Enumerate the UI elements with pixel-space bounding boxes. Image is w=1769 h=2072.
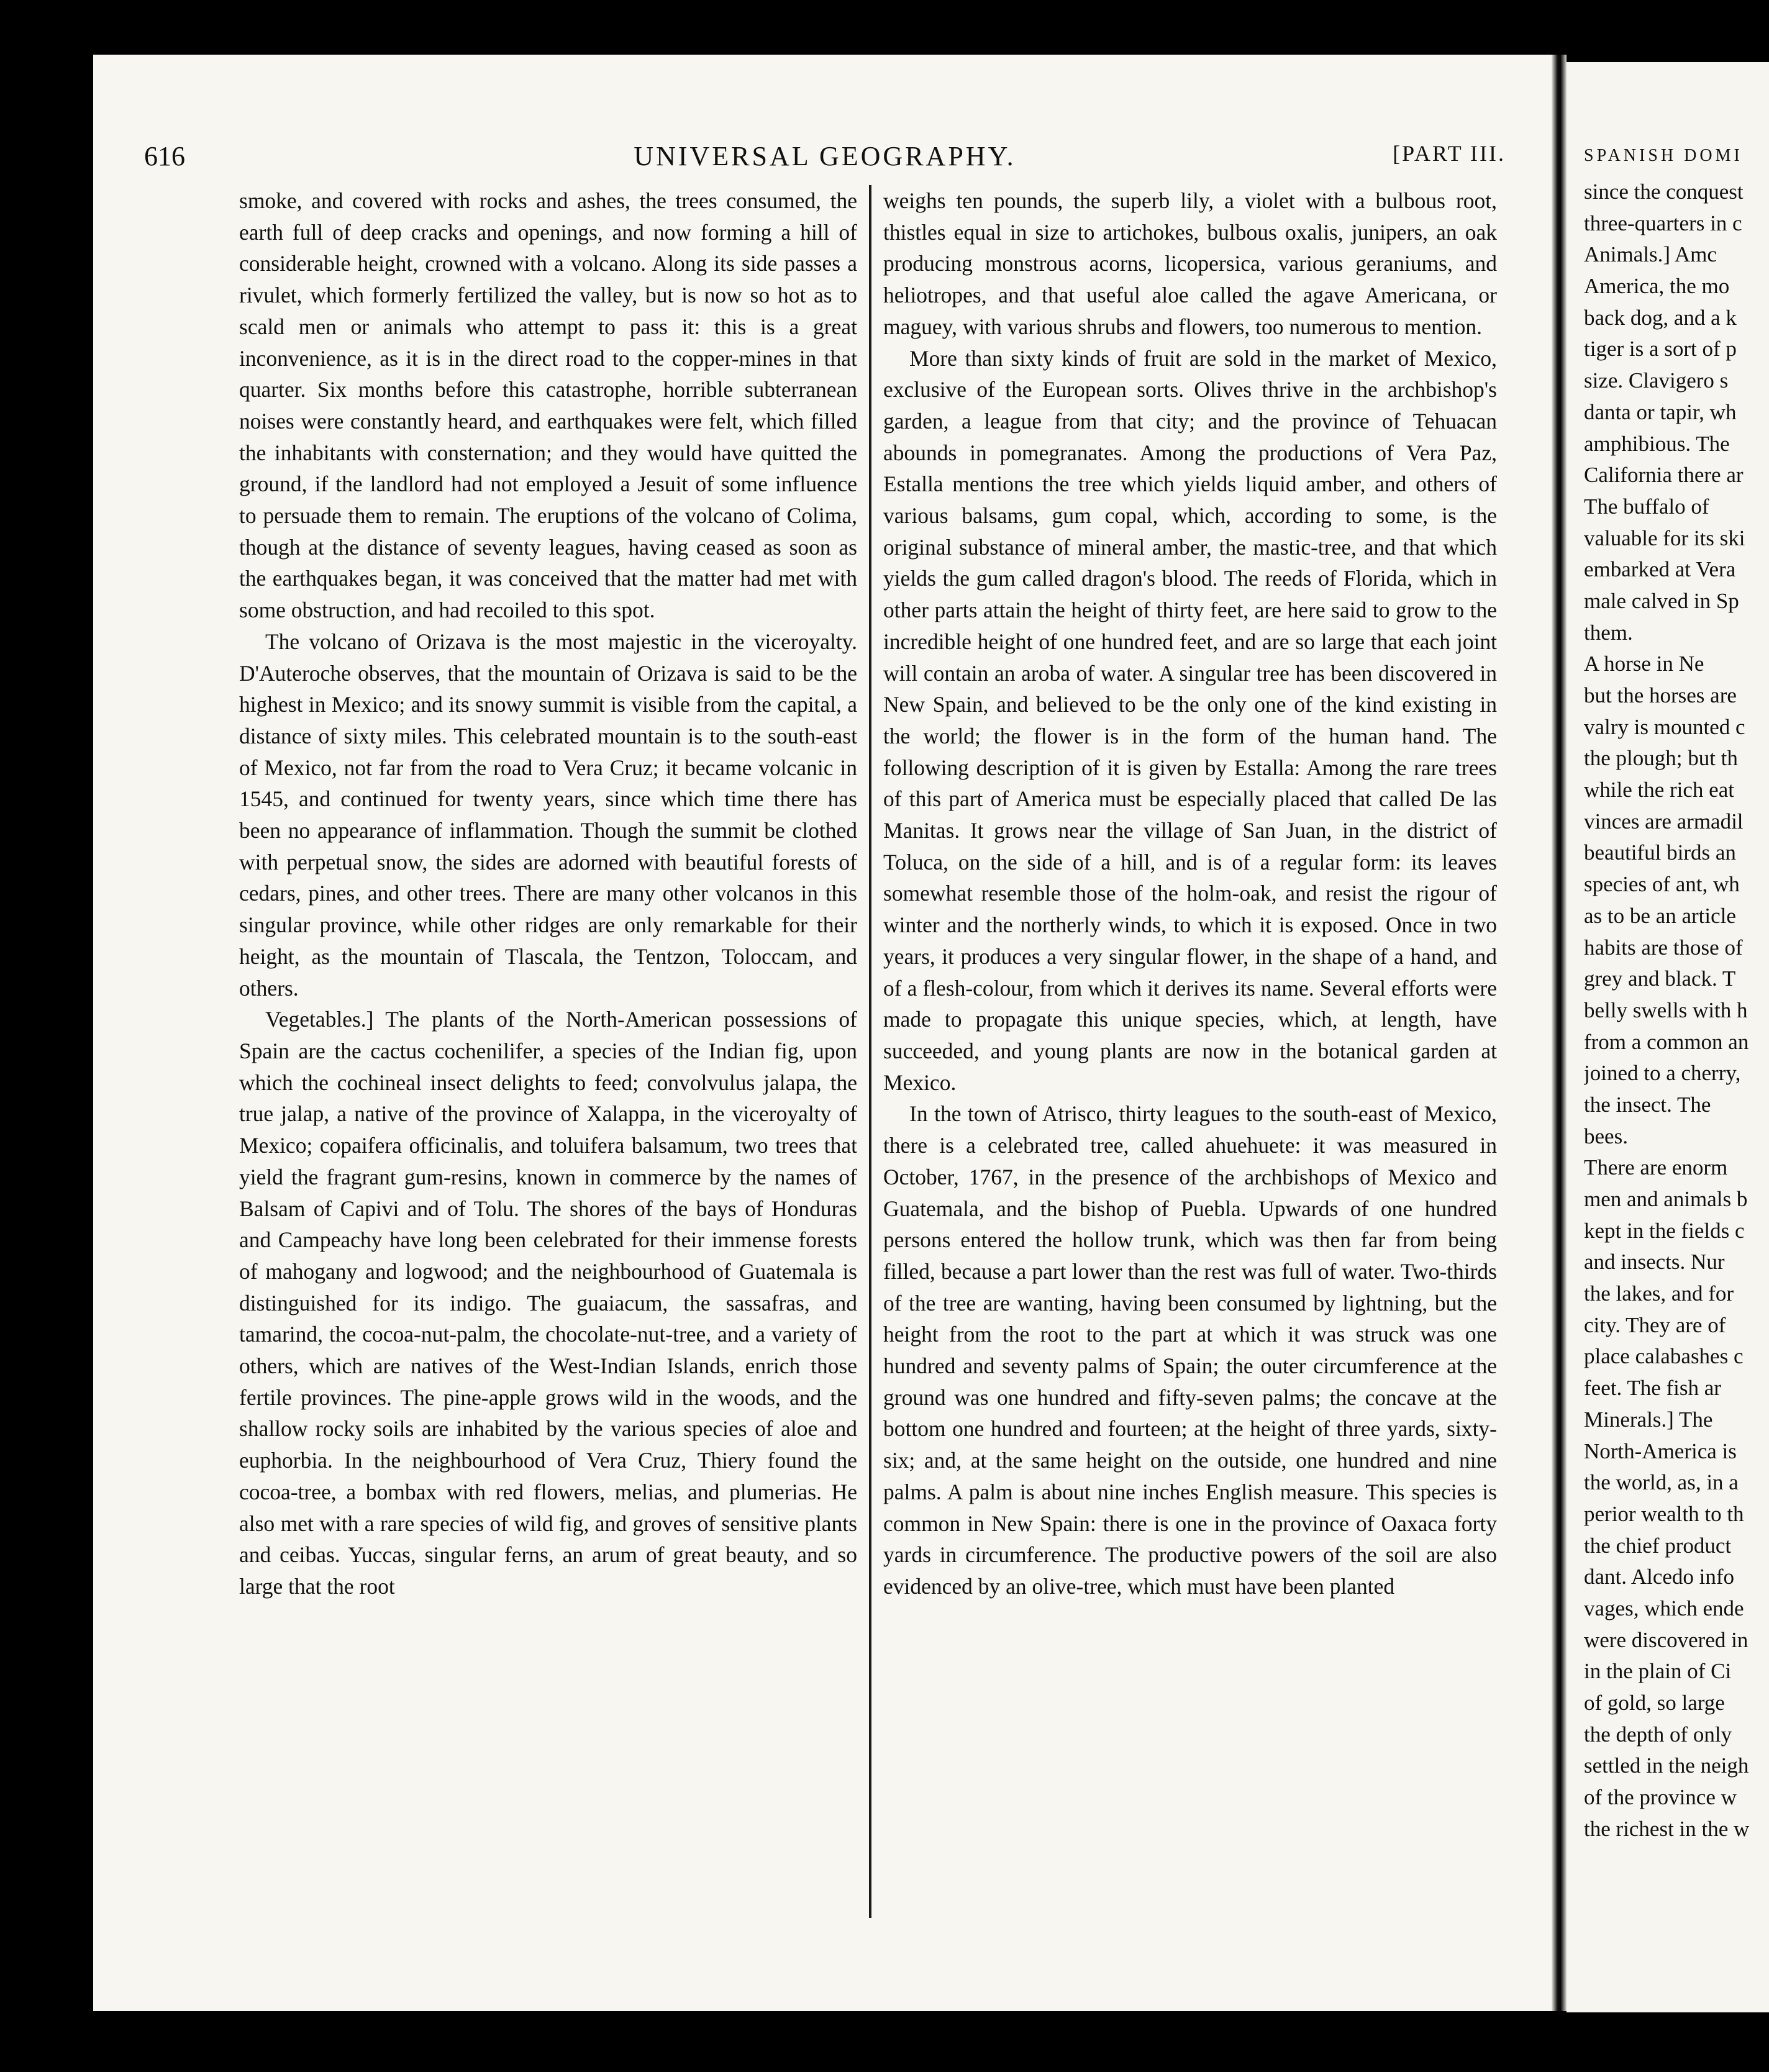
text-line: as to be an article xyxy=(1584,903,1736,928)
text-line: since the conquest xyxy=(1584,179,1744,204)
text-line: but the horses are xyxy=(1584,683,1737,707)
text-line: tiger is a sort of p xyxy=(1584,337,1737,361)
text-line: the chief product xyxy=(1584,1533,1732,1558)
text-line: size. Clavigero s xyxy=(1584,368,1729,393)
text-line: grey and black. T xyxy=(1584,966,1736,991)
text-line: species of ant, wh xyxy=(1584,872,1740,897)
middle-text-column xyxy=(883,185,1497,1602)
text-line: amphibious. The xyxy=(1584,431,1730,456)
right-page-text-column xyxy=(1584,140,1769,1845)
text-line: male calved in Sp xyxy=(1584,588,1739,613)
text-line: vages, which ende xyxy=(1584,1596,1744,1620)
text-line: habits are those of xyxy=(1584,935,1743,960)
paragraph: smoke, and covered with rocks and ashes, the trees consumed, the earth full of deep cracks and openings, and now forming a hill of considerable height, crowned with a volcano. Along its side passes a rivulet, which formerly fertilized the valley, but is now so hot as to scald men or animals who attempt to pass it: this is a great inconvenience, as it is in the direct road to the copper-mines in that quarter. Six months before this catastrophe, horrible subterranean noises were constantly heard, and earthquakes were felt, which filled the inhabitants with consternation; and they would have quitted the ground, if the landlord had not employed a Jesuit of some influence to persuade them to remain. The eruptions of the volcano of Colima, though at the distance of seventy leagues, having ceased as soon as the earthquakes began, it was conceived that the matter had met with some obstruction, and had recoiled to this spot. xyxy=(239,188,857,623)
text-line: from a common an xyxy=(1584,1029,1749,1054)
text-line: A horse in Ne xyxy=(1584,652,1704,676)
text-line: valry is mounted c xyxy=(1584,714,1745,739)
text-line: of gold, so large xyxy=(1584,1691,1725,1715)
text-line: valuable for its ski xyxy=(1584,525,1745,550)
text-line: Minerals.] The xyxy=(1584,1407,1713,1432)
text-line: in the plain of Ci xyxy=(1584,1659,1732,1684)
text-line: the richest in the w xyxy=(1584,1816,1750,1841)
text-line: the plough; but th xyxy=(1584,746,1738,771)
paragraph: More than sixty kinds of fruit are sold in the market of Mexico, exclusive of the European sorts. Olives thrive in the archbishop's garden, a league from that city; and the province of Tehuacan abounds in pomegranates. Among the productions of Vera Paz, Estalla mentions the tree which yields liquid amber, and others of various balsams, gum copal, which, according to some, is the original substance of mineral amber, the mastic-tree, and that which yields the gum called dragon's blood. The reeds of Florida, which in other parts attain the height of thirty feet, are here said to grow to the incredible height of one hundred feet, and are so large that each joint will contain an aroba of water. A singular tree has been discovered in New Spain, and believed to be the only one of the kind existing in the world; the flower is in the form of the human hand. The following description of it is given by Estalla: Among the rare trees of this part of America must be especially placed that called De las Manitas. It grows near the village of San Juan, in the district of Toluca, on the side of a hill, and is of a regular form: its leaves somewhat resemble those of the holm-oak, and resist the rigour of winter and the northerly winds, to which it is exposed. Once in two years, it produces a very singular flower, in the shape of a hand, and of a flesh-colour, from which it derives its name. Several efforts were made to propagate this unique species, which, at length, have succeeded, and young plants are now in the botanical garden at Mexico. xyxy=(883,345,1497,1095)
text-line: America, the mo xyxy=(1584,274,1730,299)
paragraph: The volcano of Orizava is the most majestic in the viceroyalty. D'Auteroche observes, that the mountain of Orizava is said to be the highest in Mexico; and its snowy summit is visible from the capital, a distance of sixty miles. This celebrated mountain is to the south-east of Mexico, not far from the road to Vera Cruz; it became volcanic in 1545, and continued for twenty years, since which time there has been no appearance of inflammation. Though the summit be clothed with perpetual snow, the sides are adorned with beautiful forests of cedars, pines, and other trees. There are many other volcanos in this singular province, while other ridges are only remarkable for their height, as the mountain of Tlascala, the Tentzon, Toloccam, and others. xyxy=(239,629,857,1001)
text-line: settled in the neigh xyxy=(1584,1753,1749,1778)
text-line: belly swells with h xyxy=(1584,997,1748,1022)
text-line: kept in the fields c xyxy=(1584,1218,1745,1243)
text-line: vinces are armadil xyxy=(1584,809,1744,834)
text-line: The buffalo of xyxy=(1584,494,1709,519)
text-line: joined to a cherry, xyxy=(1584,1061,1741,1086)
text-line: danta or tapir, wh xyxy=(1584,399,1737,424)
paragraph: In the town of Atrisco, thirty leagues to the south-east of Mexico, there is a celebrated tree, called ahuehuete: it was measured in October, 1767, in the presence of the archbishops of Mexico and Guatemala, and the bishop of Puebla. Upwards of one hundred persons entered the hollow trunk, which was then far from being filled, because a part lower than the rest was full of water. Two-thirds of the tree are wanting, having been consumed by lightning, but the height from the root to the part at which it was struck was one hundred and seventy palms of Spain; the outer circumference at the ground was one hundred and fifty-seven palms; the concave at the bottom one hundred and fourteen; at the height of three yards, sixty-six; and, at the same height on the outside, one hundred and nine palms. A palm is about nine inches English measure. This species is common in New Spain: there is one in the province of Oaxaca forty yards in circumference. The productive powers of the soil are also evidenced by an olive-tree, which must have been planted xyxy=(883,1101,1497,1599)
right-page-lines xyxy=(1584,176,1769,1845)
text-line: while the rich eat xyxy=(1584,778,1734,802)
text-line: of the province w xyxy=(1584,1785,1737,1810)
text-line: the world, as, in a xyxy=(1584,1470,1739,1495)
text-line: beautiful birds an xyxy=(1584,840,1736,865)
paragraph: weighs ten pounds, the superb lily, a violet with a bulbous root, thistles equal in size to artichokes, bulbous oxalis, junipers, an oak producing monstrous acorns, licopersica, various geraniums, and heliotropes, and that useful aloe called the agave Americana, or maguey, with various shrubs and flowers, too numerous to mention. xyxy=(883,188,1497,339)
right-page-header: SPANISH DOMI xyxy=(1584,146,1743,165)
text-line: the depth of only xyxy=(1584,1722,1732,1747)
text-line: them. xyxy=(1584,620,1633,645)
text-line: embarked at Vera xyxy=(1584,557,1736,582)
text-line: North-America is xyxy=(1584,1438,1737,1463)
text-line: the lakes, and for xyxy=(1584,1281,1734,1306)
left-text-column xyxy=(239,185,857,1602)
page-number: 616 xyxy=(144,141,185,171)
text-line: back dog, and a k xyxy=(1584,305,1737,330)
page-header xyxy=(144,140,1506,178)
column-divider xyxy=(869,185,871,1918)
text-line: bees. xyxy=(1584,1124,1628,1148)
part-label: [PART III. xyxy=(1393,141,1506,166)
text-line: men and animals b xyxy=(1584,1187,1748,1211)
text-line: were discovered in xyxy=(1584,1627,1749,1652)
text-line: and insects. Nur xyxy=(1584,1250,1725,1275)
text-line: dant. Alcedo info xyxy=(1584,1565,1735,1589)
text-line: city. They are of xyxy=(1584,1312,1726,1337)
book-spine xyxy=(1552,55,1567,2011)
text-line: feet. The fish ar xyxy=(1584,1376,1721,1401)
running-title: UNIVERSAL GEOGRAPHY. xyxy=(634,141,1016,171)
text-line: California there ar xyxy=(1584,463,1744,488)
text-line: the insect. The xyxy=(1584,1092,1711,1117)
text-line: three-quarters in c xyxy=(1584,211,1742,235)
text-line: Animals.] Amc xyxy=(1584,242,1717,267)
text-line: There are enorm xyxy=(1584,1155,1728,1180)
text-line: perior wealth to th xyxy=(1584,1501,1744,1526)
text-line: place calabashes c xyxy=(1584,1344,1744,1369)
paragraph: Vegetables.] The plants of the North-American possessions of Spain are the cactus cochenilifer, a species of the Indian fig, upon which the cochineal insect delights to feed; convolvulus jalapa, the true jalap, a native of the province of Xalappa, in the viceroyalty of Mexico; copaifera officinalis, and toluifera balsamum, two trees that yield the fragrant gum-resins, known in commerce by the names of Balsam of Capivi and of Tolu. The shores of the bays of Honduras and Campeachy have long been celebrated for their immense forests of mahogany and logwood; and the neighbourhood of Guatemala is distinguished for its indigo. The guaiacum, the sassafras, and tamarind, the cocoa-nut-palm, the chocolate-nut-tree, and a variety of others, which are natives of the West-Indian Islands, enrich those fertile provinces. The pine-apple grows wild in the woods, and the shallow rocky soils are inhabited by the various species of aloe and euphorbia. In the neighbourhood of Vera Cruz, Thiery found the cocoa-tree, a bombax with red flowers, melias, and plumerias. He also met with a rare species of wild fig, and groves of sensitive plants and ceibas. Yuccas, singular ferns, an arum of great beauty, and so large that the root xyxy=(239,1007,857,1599)
